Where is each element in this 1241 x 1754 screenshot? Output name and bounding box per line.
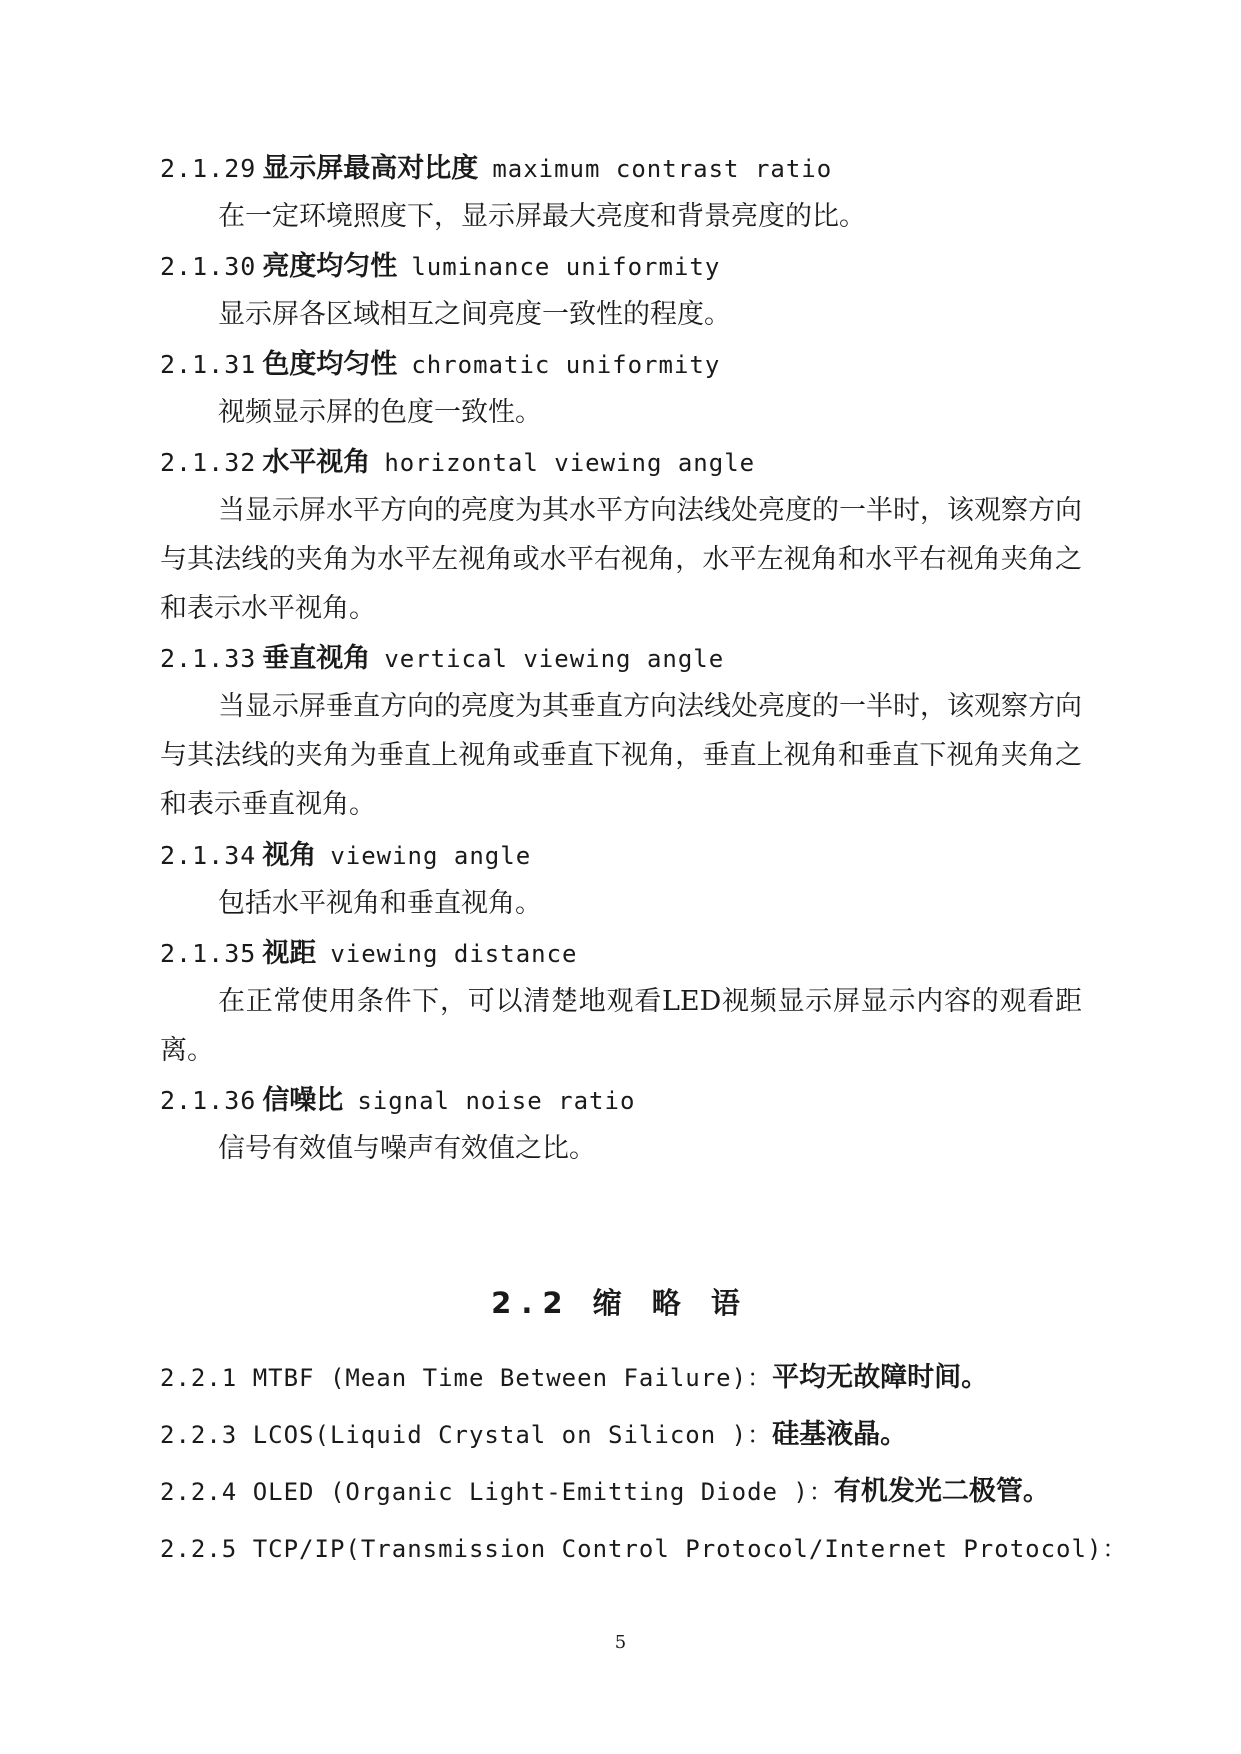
term-english: viewing angle [330,842,532,870]
term-english: viewing distance [330,940,578,968]
term-number: 2.1.29 [160,154,257,183]
term-number: 2.1.35 [160,939,257,968]
term-number: 2.1.32 [160,448,257,477]
term-chinese: 信噪比 [262,1085,344,1116]
term-english: chromatic uniformity [411,351,721,379]
term-definition: 显示屏各区域相互之间亮度一致性的程度。 [218,299,731,330]
abbreviation-text: 2.2.1 MTBF (Mean Time Between Failure)： [160,1364,773,1392]
abbreviation-text: 2.2.5 TCP/IP(Transmission Control Protocol/Internet Protocol)： [160,1535,1128,1563]
term-heading [160,1087,635,1114]
abbreviation-meaning: 有机发光二极管。 [833,1476,1050,1507]
term-definition: 在正常使用条件下，可以清楚地观看LED视频显示屏显示内容的观看距离。 [160,986,1082,1066]
abbreviation-text: 2.2.4 OLED (Organic Light-Emitting Diode )： [160,1478,834,1506]
term-definition: 在一定环境照度下，显示屏最大亮度和背景亮度的比。 [218,201,866,232]
term-heading [160,449,755,476]
abbreviation-item [160,1364,988,1391]
term-chinese: 视距 [262,938,317,969]
abbreviation-item [160,1478,1050,1505]
term-definition: 包括水平视角和垂直视角。 [218,888,542,919]
page-number: 5 [614,1632,627,1653]
term-chinese: 垂直视角 [262,643,371,674]
abbreviation-item [160,1535,1127,1562]
term-heading [160,940,578,967]
term-english: luminance uniformity [411,253,721,281]
term-chinese: 水平视角 [262,447,371,478]
abbreviation-item [160,1421,907,1448]
term-english: signal noise ratio [357,1087,636,1115]
term-chinese: 色度均匀性 [262,349,398,380]
term-heading [160,842,531,869]
term-definition: 信号有效值与噪声有效值之比。 [218,1133,596,1164]
abbreviation-meaning: 硅基液晶。 [772,1419,908,1450]
term-english: vertical viewing angle [384,645,725,673]
term-number: 2.1.33 [160,644,257,673]
term-heading [160,645,724,672]
term-number: 2.1.36 [160,1086,257,1115]
term-number: 2.1.30 [160,252,257,281]
term-definition: 视频显示屏的色度一致性。 [218,397,542,428]
term-chinese: 亮度均匀性 [262,251,398,282]
term-number: 2.1.31 [160,350,257,379]
term-heading [160,155,832,182]
term-english: horizontal viewing angle [384,449,756,477]
abbreviation-meaning: 平均无故障时间。 [772,1362,989,1393]
abbreviation-text: 2.2.3 LCOS(Liquid Crystal on Silicon )： [160,1421,773,1449]
section-title: 2.2 缩 略 语 [491,1286,750,1320]
term-chinese: 视角 [262,840,317,871]
term-heading [160,351,720,378]
term-definition: 当显示屏水平方向的亮度为其水平方向法线处亮度的一半时，该观察方向与其法线的夹角为水平左视角或水平右视角，水平左视角和水平右视角夹角之和表示水平视角。 [160,495,1082,624]
term-heading [160,253,720,280]
term-definition: 当显示屏垂直方向的亮度为其垂直方向法线处亮度的一半时，该观察方向与其法线的夹角为垂直上视角或垂直下视角，垂直上视角和垂直下视角夹角之和表示垂直视角。 [160,691,1082,820]
term-chinese: 显示屏最高对比度 [262,153,479,184]
term-english: maximum contrast ratio [492,155,833,183]
term-number: 2.1.34 [160,841,257,870]
